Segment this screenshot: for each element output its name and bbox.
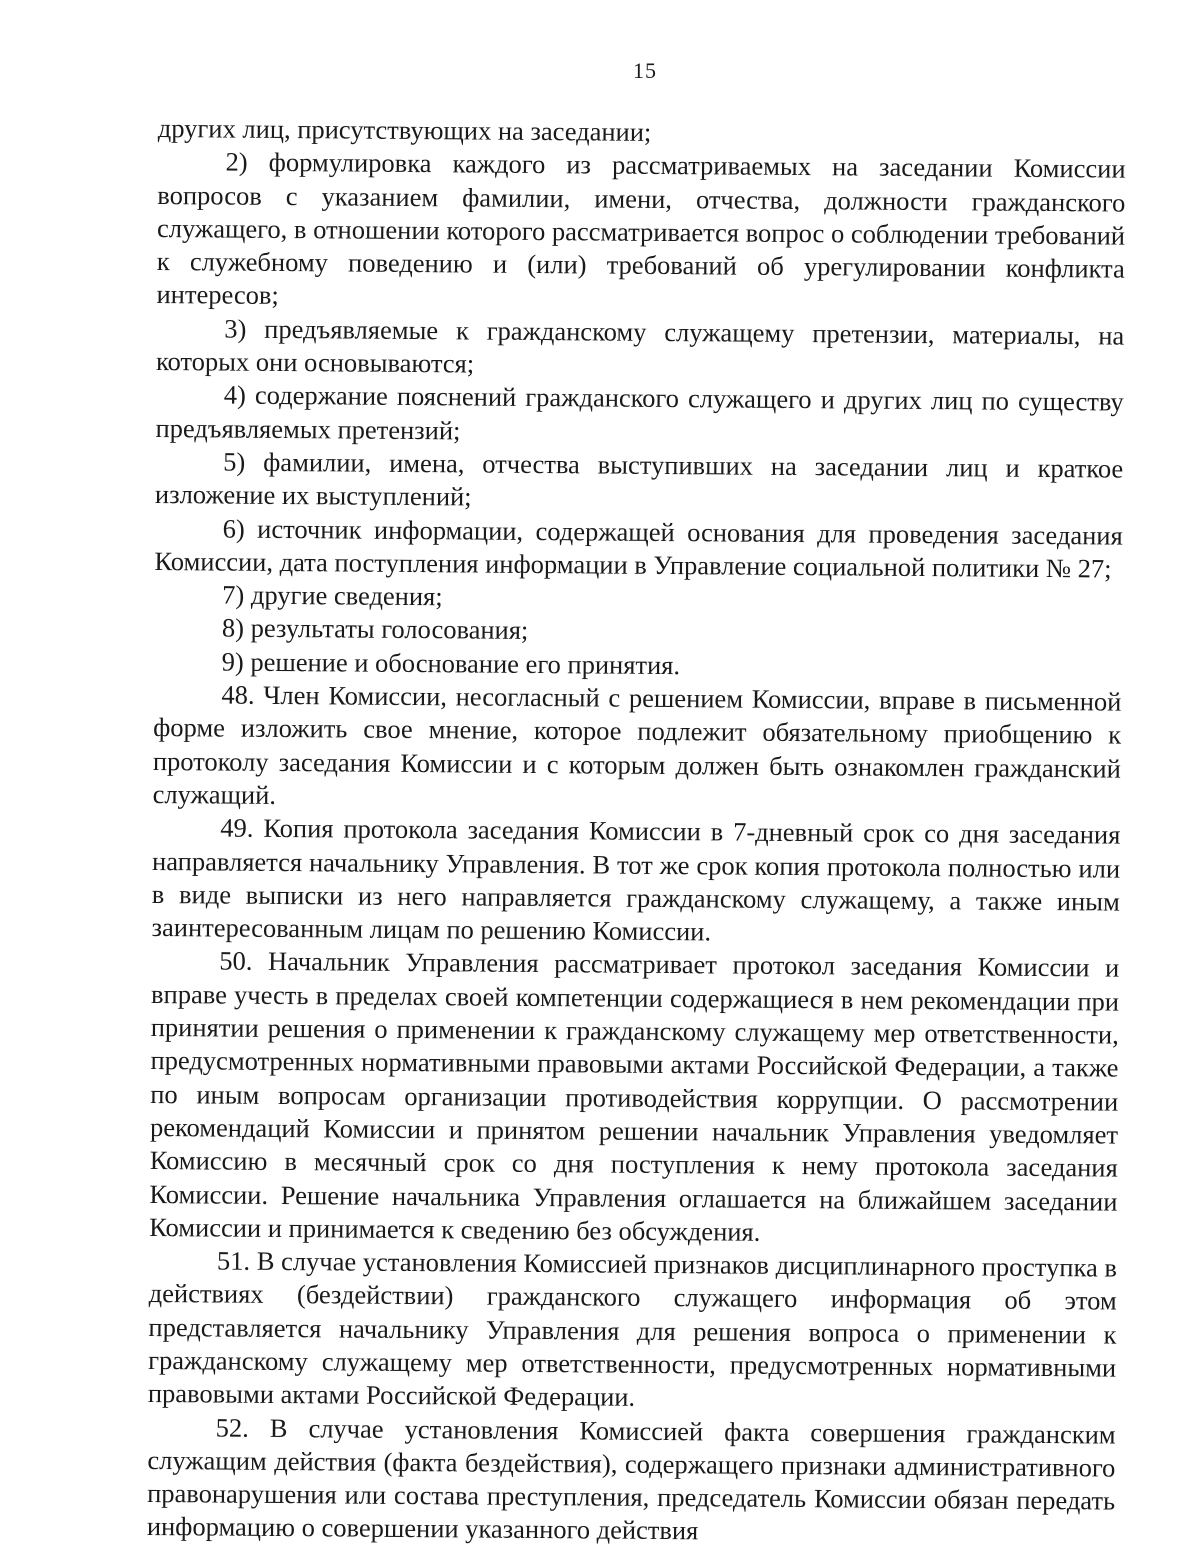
paragraph-51: 51. В случае установления Комиссией признаков дисциплинарного проступка в действиях (бездействии) гражданского служащего информация об этом представляется начальнику Управления для решения вопроса о применении к гражданскому служащему мер ответственности, предусмотренных нормативными правовыми актами Российской Федерации. (147, 1245, 1118, 1413)
paragraph-48: 48. Член Комиссии, несогласный с решением Комиссии, вправе в письменной форме изложить свое мнение, которое подлежит обязательному приобщению к протоколу заседания Комиссии и с которым должен быть ознакомлен гражданский служащий. (152, 679, 1122, 810)
paragraph-item-5: 5) фамилии, имена, отчества выступивших на заседании лиц и краткое изложение их выступлений; (154, 446, 1124, 512)
paragraph-item-9: 9) решение и обоснование его принятия. (221, 646, 681, 680)
paragraph-item-2: 2) формулировка каждого из рассматриваемых на заседании Комиссии вопросов с указанием фамилии, имени, отчества, должности гражданского служащего, в отношении которого рассматривается вопрос о соблюдении требований к служебному поведению и (или) требований об урегулировании конфликта интересов; (156, 146, 1126, 311)
paragraph-continuation: других лиц, присутствующих на заседании; (157, 112, 652, 147)
paragraph-item-7: 7) другие сведения; (222, 579, 443, 612)
paragraph-item-6: 6) источник информации, содержащей основания для проведения заседания Комиссии, дата поступления информации в Управление социальной политики № 27; (154, 513, 1123, 584)
paragraph-item-4: 4) содержание пояснений гражданского служащего и других лиц по существу предъявляемых претензий; (155, 379, 1124, 446)
page-number: 15 (633, 58, 657, 83)
paragraph-item-8: 8) результаты голосования; (221, 612, 529, 646)
paragraph-50: 50. Начальник Управления рассматривает протокол заседания Комиссии и вправе учесть в пределах своей компетенции содержащиеся в нем рекомендации при принятии решения о применении к гражданскому служащему мер ответственности, предусмотренных нормативными правовыми актами Российской Федерации, а также по иным вопросам организации противодействия коррупции. О рассмотрении рекомендаций Комиссии и принятом решении начальник Управления уведомляет Комиссию в месячный срок со дня поступления к нему протокола заседания Комиссии. Решение начальника Управления оглашается на ближайшем заседании Комиссии и принимается к сведению без обсуждения. (149, 945, 1120, 1247)
paragraph-52: 52. В случае установления Комиссией факта совершения гражданским служащим действия (факта бездействия), содержащего признаки административного правонарушения или состава преступления, председатель Комиссии обязан передать информацию о совершении указанного действия (146, 1412, 1116, 1546)
paragraph-item-3: 3) предъявляемые к гражданскому служащему претензии, материалы, на которых они основываются; (155, 313, 1125, 379)
document-body (147, 112, 1126, 1551)
paragraph-49: 49. Копия протокола заседания Комиссии в 7-дневный срок со дня заседания направляется начальнику Управления. В тот же срок копия протокола полностью или в виде выписки из него направляется гражданскому служащему, а также иным заинтересованным лицам по решению Комиссии. (151, 812, 1121, 947)
